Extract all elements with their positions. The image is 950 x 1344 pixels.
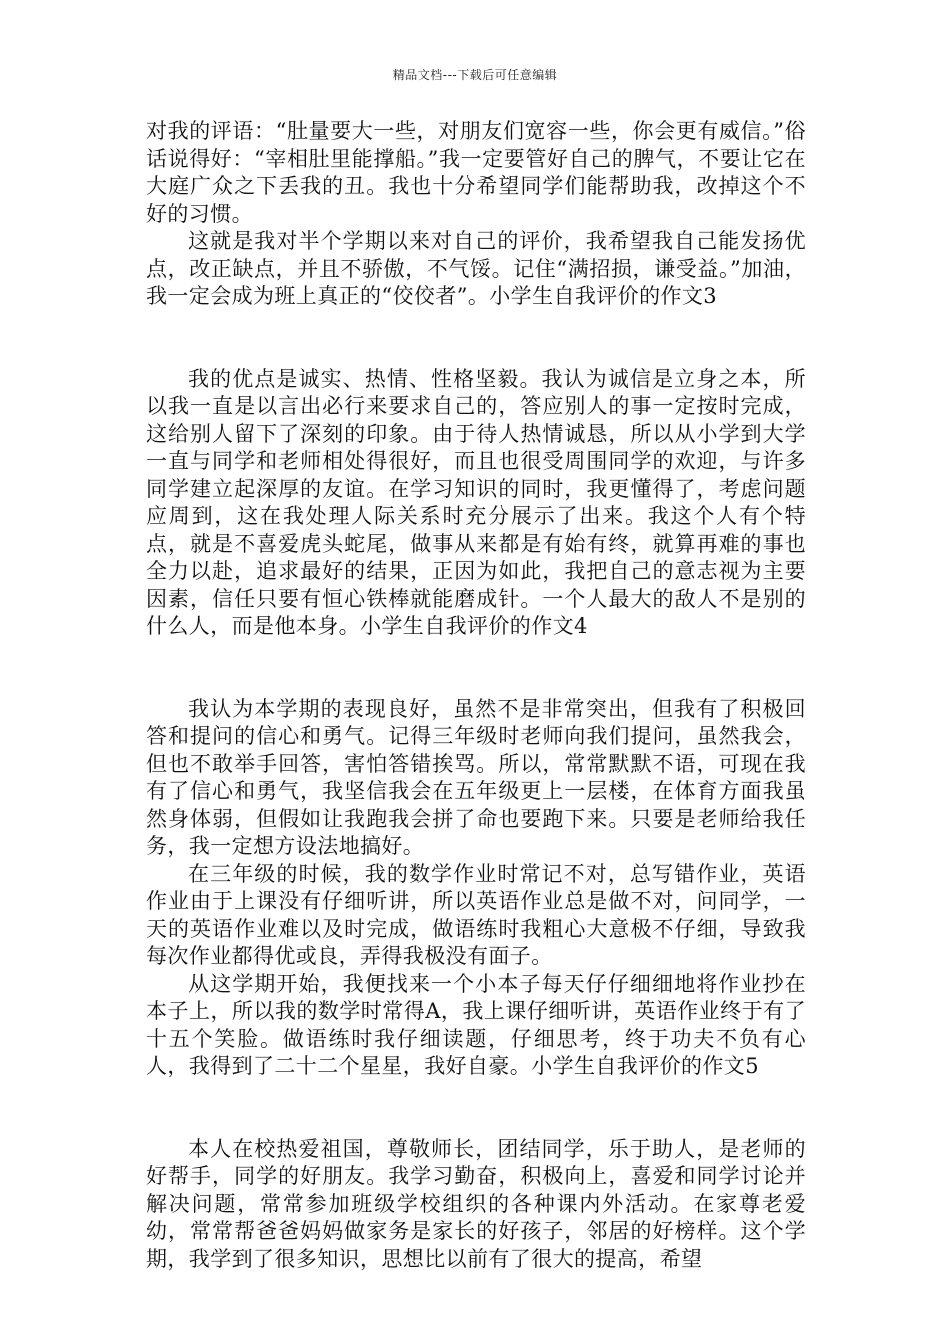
paragraph-2: 这就是我对半个学期以来对自己的评价，我希望我自己能发扬优点，改正缺点，并且不骄傲，不气馁。记住“满招损，谦受益。”加油，我一定会成为班上真正的“佼佼者”。小学生自我评价的作文3	[146, 229, 806, 308]
paragraph-4: 我认为本学期的表现良好，虽然不是非常突出，但我有了积极回答和提问的信心和勇气。记得三年级时老师向我们提问，虽然我会，但也不敢举手回答，害怕答错挨骂。所以，常常默默不语，可现在我有了信心和勇气，我坚信我会在五年级更上一层楼，在体育方面我虽然身体弱，但假如让我跑我会拼了命也要跑下来。只要是老师给我任务，我一定想方设法地搞好。	[146, 696, 806, 858]
page-header: 精品文档---下载后可任意编辑	[392, 68, 558, 82]
paragraph-5: 在三年级的时候，我的数学作业时常记不对，总写错作业，英语作业由于上课没有仔细听讲，所以英语作业总是做不对，问同学，一天的英语作业难以及时完成，做语练时我粗心大意极不仔细，导致我每次作业都得优或良，弄得我极没有面子。	[146, 861, 806, 968]
document-body	[146, 118, 806, 1273]
paragraph-7: 本人在校热爱祖国，尊敬师长，团结同学，乐于助人，是老师的好帮手，同学的好朋友。我学习勤奋，积极向上，喜爱和同学讨论并解决问题，常常参加班级学校组织的各种课内外活动。在家尊老爱幼，常常帮爸爸妈妈做家务是家长的好孩子，邻居的好榜样。这个学期，我学到了很多知识，思想比以前有了很大的提高，希望	[146, 1136, 806, 1271]
paragraph-3: 我的优点是诚实、热情、性格坚毅。我认为诚信是立身之本，所以我一直是以言出必行来要求自己的，答应别人的事一定按时完成，这给别人留下了深刻的印象。由于待人热情诚恳，所以从小学到大学一直与同学和老师相处得很好，而且也很受周围同学的欢迎，与许多同学建立起深厚的友谊。在学习知识的同时，我更懂得了，考虑问题应周到，这在我处理人际关系时充分展示了出来。我这个人有个特点，就是不喜爱虎头蛇尾，做事从来都是有始有终，就算再难的事也全力以赴，追求最好的结果，正因为如此，我把自己的意志视为主要因素，信任只要有恒心铁棒就能磨成针。一个人最大的敌人不是别的什么人，而是他本身。小学生自我评价的作文4	[146, 366, 806, 638]
paragraph-1: 对我的评语：“肚量要大一些，对朋友们宽容一些，你会更有威信。”俗话说得好：“宰相肚里能撑船。”我一定要管好自己的脾气，不要让它在大庭广众之下丢我的丑。我也十分希望同学们能帮助我，改掉这个不好的习惯。	[146, 119, 806, 226]
paragraph-6: 从这学期开始，我便找来一个小本子每天仔仔细细地将作业抄在本子上，所以我的数学时常得A，我上课仔细听讲，英语作业终于有了十五个笑脸。做语练时我仔细读题，仔细思考，终于功夫不负有心人，我得到了二十二个星星，我好自豪。小学生自我评价的作文5	[146, 971, 806, 1078]
